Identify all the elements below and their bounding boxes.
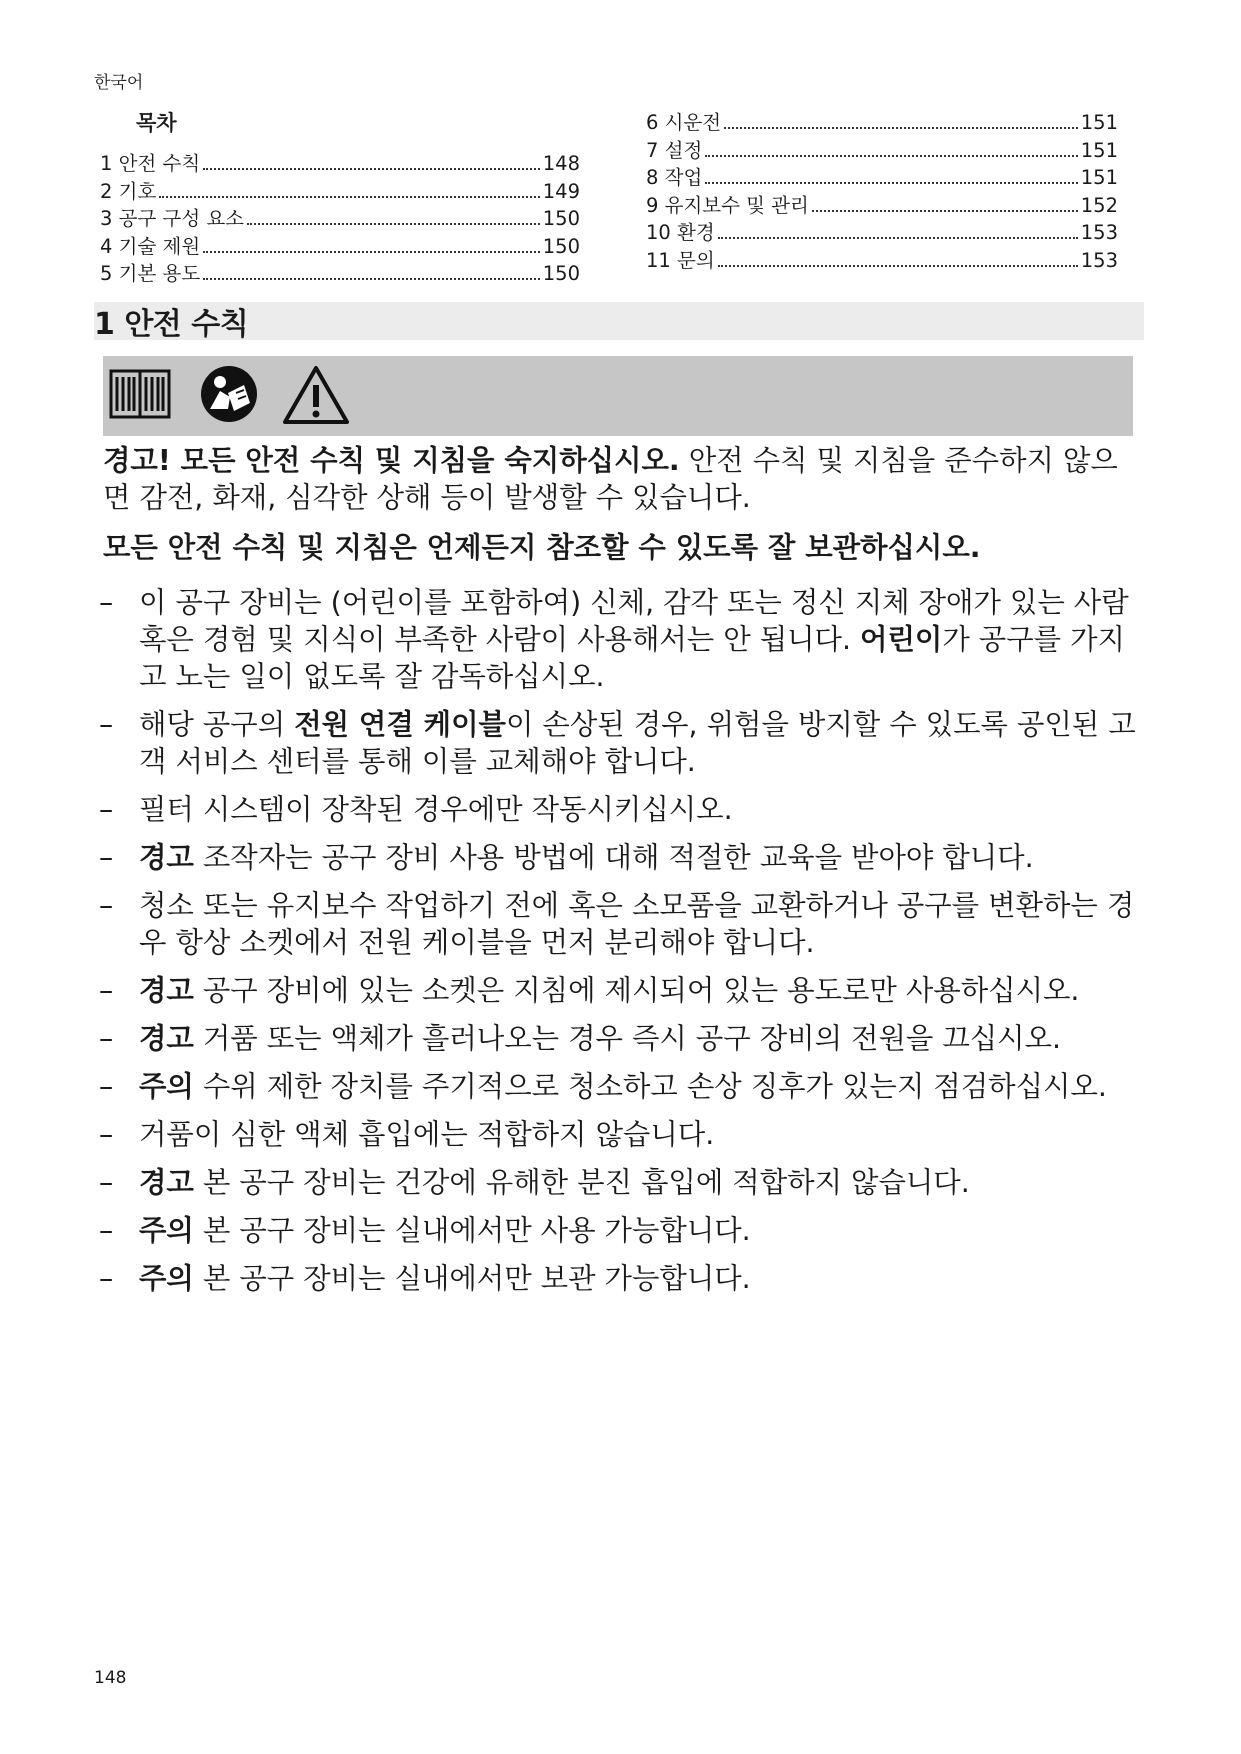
toc-entry-page: 149 [542, 179, 580, 203]
toc-entry-page: 151 [1080, 166, 1118, 190]
toc-entry[interactable] [100, 231, 580, 259]
item-text: 해당 공구의 [139, 708, 295, 741]
toc-entry[interactable] [100, 148, 580, 176]
read-manual-icon [198, 363, 260, 425]
item-signal-word: 주의 [139, 1070, 194, 1103]
list-item [97, 1068, 1137, 1105]
manual-book-icon [107, 363, 173, 425]
toc-entry-page: 150 [542, 207, 580, 231]
section-header-bar [94, 302, 1144, 340]
item-text: 본 공구 장비는 건강에 유해한 분진 흡입에 적합하지 않습니다. [193, 1166, 970, 1199]
list-item [97, 1212, 1137, 1249]
language-label: 한국어 [94, 73, 144, 93]
item-text: 조작자는 공구 장비 사용 방법에 대해 적절한 교육을 받아야 합니다. [193, 841, 1034, 874]
list-dash: – [99, 1214, 114, 1247]
toc-entry-page: 148 [542, 152, 580, 175]
list-item [97, 1260, 1137, 1297]
list-dash: – [99, 586, 114, 619]
item-text-tail: 이 손상된 경우, 위험을 방지할 수 있도록 공인된 고객 서비스 센터를 통해 이를 교체해야 합니다. [139, 708, 1136, 778]
item-emphasis: 전원 연결 케이블 [294, 708, 506, 741]
item-text: 이 공구 장비는 (어린이를 포함하여) 신체, 감각 또는 정신 지체 장애가 있는 사람 혹은 경험 및 지식이 부족한 사람이 사용해서는 안 됩니다. [139, 586, 1129, 656]
toc-entry-page: 151 [1080, 138, 1118, 162]
list-item [97, 1116, 1137, 1153]
safety-icon-bar [103, 356, 1133, 436]
warning-triangle-icon [281, 363, 351, 427]
list-dash: – [99, 1022, 114, 1055]
toc-left-column [100, 148, 580, 286]
list-item [97, 706, 1137, 780]
toc-entry-label: 11 문의 [646, 248, 715, 272]
list-dash: – [99, 1070, 114, 1103]
item-text: 본 공구 장비는 실내에서만 사용 가능합니다. [193, 1214, 751, 1247]
toc-entry-label: 10 환경 [646, 221, 715, 245]
toc-leader-dots [705, 182, 1077, 184]
item-text: 거품이 심한 액체 흡입에는 적합하지 않습니다. [139, 1118, 715, 1151]
item-signal-word: 주의 [139, 1262, 194, 1295]
list-item [97, 839, 1137, 876]
toc-leader-dots [203, 251, 540, 253]
list-item [97, 1020, 1137, 1057]
toc-entry-page: 153 [1080, 221, 1118, 245]
list-dash: – [99, 1118, 114, 1151]
item-signal-word: 주의 [139, 1214, 194, 1247]
toc-entry-page: 153 [1080, 248, 1118, 272]
toc-entry-label: 8 작업 [646, 166, 703, 190]
list-dash: – [99, 708, 114, 741]
item-signal-word: 경고 [139, 974, 194, 1007]
warning-paragraph [103, 442, 1133, 516]
toc-entry-page: 151 [1080, 111, 1118, 134]
list-item [97, 791, 1137, 828]
toc-leader-dots [247, 223, 540, 225]
list-dash: – [99, 793, 114, 826]
item-text: 수위 제한 장치를 주기적으로 청소하고 손상 징후가 있는지 점검하십시오. [193, 1070, 1107, 1103]
item-signal-word: 경고 [139, 1166, 194, 1199]
toc-entry-label: 2 기호 [100, 179, 157, 203]
item-text: 공구 장비에 있는 소켓은 지침에 제시되어 있는 용도로만 사용하십시오. [193, 974, 1080, 1007]
toc-entry[interactable] [100, 203, 580, 231]
item-text-tail: 가 공구를 가지고 노는 일이 없도록 잘 감독하십시오. [139, 623, 1125, 693]
toc-entry[interactable] [646, 245, 1118, 273]
toc-entry-label: 7 설정 [646, 138, 703, 162]
list-item [97, 972, 1137, 1009]
toc-entry[interactable] [646, 190, 1118, 218]
toc-leader-dots [705, 155, 1077, 157]
warning-lead: 경고! 모든 안전 수칙 및 지침을 숙지하십시오. [103, 444, 680, 477]
safety-item-list [97, 584, 1137, 1308]
item-signal-word: 경고 [139, 1022, 194, 1055]
toc-entry-label: 6 시운전 [646, 111, 722, 134]
item-text: 청소 또는 유지보수 작업하기 전에 혹은 소모품을 교환하거나 공구를 변환하는 경우 항상 소켓에서 전원 케이블을 먼저 분리해야 합니다. [139, 889, 1135, 959]
toc-right-column [646, 107, 1118, 273]
page-number: 148 [94, 1668, 127, 1688]
keep-instructions-note: 모든 안전 수칙 및 지침은 언제든지 참조할 수 있도록 잘 보관하십시오. [103, 531, 981, 564]
toc-entry-page: 152 [1080, 193, 1118, 217]
list-item [97, 887, 1137, 961]
item-text: 거품 또는 액체가 흘러나오는 경우 즉시 공구 장비의 전원을 끄십시오. [193, 1022, 1062, 1055]
toc-entry-page: 150 [542, 234, 580, 258]
list-dash: – [99, 889, 114, 922]
section-title: 1 안전 수칙 [94, 307, 249, 342]
toc-entry[interactable] [646, 217, 1118, 245]
toc-leader-dots [159, 196, 539, 198]
warning-rest: 안전 수칙 및 지침을 준수하지 않으면 감전, 화재, 심각한 상해 등이 발생할 수 있습니다. [103, 444, 1118, 514]
toc-leader-dots [812, 210, 1078, 212]
toc-entry-label: 9 유지보수 및 관리 [646, 193, 809, 217]
item-signal-word: 경고 [139, 841, 194, 874]
list-dash: – [99, 1166, 114, 1199]
list-item [97, 1164, 1137, 1201]
list-item [97, 584, 1137, 695]
toc-entry[interactable] [646, 135, 1118, 163]
list-dash: – [99, 841, 114, 874]
toc-leader-dots [724, 127, 1078, 129]
toc-leader-dots [203, 168, 540, 170]
toc-leader-dots [203, 278, 540, 280]
toc-entry[interactable] [646, 162, 1118, 190]
list-dash: – [99, 1262, 114, 1295]
item-text: 본 공구 장비는 실내에서만 보관 가능합니다. [193, 1262, 751, 1295]
toc-entry-label: 5 기본 용도 [100, 262, 201, 286]
toc-entry[interactable] [100, 258, 580, 286]
toc-entry-page: 150 [542, 262, 580, 286]
toc-entry[interactable] [646, 107, 1118, 135]
toc-leader-dots [718, 237, 1078, 239]
toc-title: 목차 [136, 111, 177, 135]
toc-entry-label: 1 안전 수칙 [100, 152, 201, 175]
toc-leader-dots [718, 265, 1078, 267]
item-text: 필터 시스템이 장착된 경우에만 작동시키십시오. [139, 793, 733, 826]
toc-entry-label: 4 기술 제원 [100, 234, 201, 258]
toc-entry[interactable] [100, 176, 580, 204]
list-dash: – [99, 974, 114, 1007]
toc-entry-label: 3 공구 구성 요소 [100, 207, 245, 231]
item-emphasis: 어린이 [860, 623, 943, 656]
